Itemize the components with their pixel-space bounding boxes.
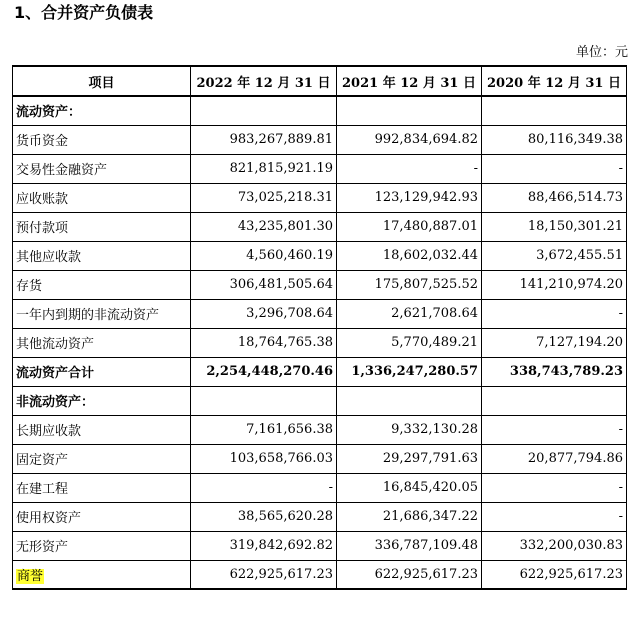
value-2021: 992,834,694.82 bbox=[337, 125, 482, 154]
value-2022: 7,161,656.38 bbox=[191, 415, 337, 444]
table-row bbox=[13, 212, 627, 241]
value-2021: - bbox=[337, 154, 482, 183]
value-2021: 622,925,617.23 bbox=[337, 560, 482, 589]
value-2020: 20,877,794.86 bbox=[482, 444, 627, 473]
value-2022: 821,815,921.19 bbox=[191, 154, 337, 183]
table-row bbox=[13, 531, 627, 560]
table-header-row bbox=[13, 66, 627, 96]
section-row-current-assets bbox=[13, 96, 627, 125]
row-label: 交易性金融资产 bbox=[13, 154, 191, 183]
row-label: 非流动资产： bbox=[13, 386, 191, 415]
highlighted-label: 商誉 bbox=[17, 568, 44, 584]
row-label: 存货 bbox=[13, 270, 191, 299]
row-label: 预付款项 bbox=[13, 212, 191, 241]
value-2022 bbox=[191, 386, 337, 415]
row-label: 无形资产 bbox=[13, 531, 191, 560]
value-2020 bbox=[482, 386, 627, 415]
row-label: 其他应收款 bbox=[13, 241, 191, 270]
table-row bbox=[13, 183, 627, 212]
value-2022: 103,658,766.03 bbox=[191, 444, 337, 473]
value-2022: 43,235,801.30 bbox=[191, 212, 337, 241]
value-2021: 16,845,420.05 bbox=[337, 473, 482, 502]
value-2021 bbox=[337, 386, 482, 415]
value-2022: 2,254,448,270.46 bbox=[191, 357, 337, 386]
value-2020: 88,466,514.73 bbox=[482, 183, 627, 212]
value-2020: 141,210,974.20 bbox=[482, 270, 627, 299]
table-row-goodwill bbox=[13, 560, 627, 589]
value-2021 bbox=[337, 96, 482, 125]
value-2020: 80,116,349.38 bbox=[482, 125, 627, 154]
value-2020: 18,150,301.21 bbox=[482, 212, 627, 241]
row-label: 长期应收款 bbox=[13, 415, 191, 444]
value-2020: - bbox=[482, 154, 627, 183]
value-2022: - bbox=[191, 473, 337, 502]
value-2020: - bbox=[482, 473, 627, 502]
value-2022: 38,565,620.28 bbox=[191, 502, 337, 531]
value-2020: - bbox=[482, 299, 627, 328]
row-label: 流动资产合计 bbox=[13, 357, 191, 386]
header-2021: 2021 年 12 月 31 日 bbox=[337, 66, 482, 96]
table-row bbox=[13, 270, 627, 299]
table-row bbox=[13, 415, 627, 444]
balance-sheet-table bbox=[12, 65, 627, 590]
value-2022: 4,560,460.19 bbox=[191, 241, 337, 270]
value-2021: 2,621,708.64 bbox=[337, 299, 482, 328]
value-2020: 332,200,030.83 bbox=[482, 531, 627, 560]
table-row bbox=[13, 299, 627, 328]
header-2020: 2020 年 12 月 31 日 bbox=[482, 66, 627, 96]
header-item: 项目 bbox=[13, 66, 191, 96]
value-2020: 622,925,617.23 bbox=[482, 560, 627, 589]
value-2022: 983,267,889.81 bbox=[191, 125, 337, 154]
value-2021: 336,787,109.48 bbox=[337, 531, 482, 560]
row-label: 应收账款 bbox=[13, 183, 191, 212]
row-label: 一年内到期的非流动资产 bbox=[13, 299, 191, 328]
value-2021: 175,807,525.52 bbox=[337, 270, 482, 299]
value-2020: - bbox=[482, 415, 627, 444]
value-2021: 9,332,130.28 bbox=[337, 415, 482, 444]
table-row bbox=[13, 125, 627, 154]
row-label: 使用权资产 bbox=[13, 502, 191, 531]
value-2020: 338,743,789.23 bbox=[482, 357, 627, 386]
value-2020: 3,672,455.51 bbox=[482, 241, 627, 270]
value-2022: 306,481,505.64 bbox=[191, 270, 337, 299]
value-2021: 21,686,347.22 bbox=[337, 502, 482, 531]
row-label: 流动资产： bbox=[13, 96, 191, 125]
table-row bbox=[13, 154, 627, 183]
value-2021: 29,297,791.63 bbox=[337, 444, 482, 473]
row-label: 货币资金 bbox=[13, 125, 191, 154]
table-row bbox=[13, 502, 627, 531]
value-2022: 319,842,692.82 bbox=[191, 531, 337, 560]
value-2020: - bbox=[482, 502, 627, 531]
row-label-cell bbox=[13, 560, 191, 589]
table-row bbox=[13, 328, 627, 357]
value-2022: 3,296,708.64 bbox=[191, 299, 337, 328]
header-2022: 2022 年 12 月 31 日 bbox=[191, 66, 337, 96]
value-2020 bbox=[482, 96, 627, 125]
table-row bbox=[13, 444, 627, 473]
value-2021: 1,336,247,280.57 bbox=[337, 357, 482, 386]
value-2022 bbox=[191, 96, 337, 125]
row-label: 其他流动资产 bbox=[13, 328, 191, 357]
value-2020: 7,127,194.20 bbox=[482, 328, 627, 357]
row-label: 在建工程 bbox=[13, 473, 191, 502]
value-2021: 17,480,887.01 bbox=[337, 212, 482, 241]
value-2022: 622,925,617.23 bbox=[191, 560, 337, 589]
value-2021: 18,602,032.44 bbox=[337, 241, 482, 270]
row-label: 固定资产 bbox=[13, 444, 191, 473]
section-row-non-current-assets bbox=[13, 386, 627, 415]
table-row bbox=[13, 241, 627, 270]
value-2022: 18,764,765.38 bbox=[191, 328, 337, 357]
total-row-current-assets bbox=[13, 357, 627, 386]
value-2022: 73,025,218.31 bbox=[191, 183, 337, 212]
document-title: 1、合并资产负债表 bbox=[14, 3, 154, 22]
value-2021: 123,129,942.93 bbox=[337, 183, 482, 212]
unit-note: 单位：元 bbox=[575, 45, 628, 60]
table-row bbox=[13, 473, 627, 502]
value-2021: 5,770,489.21 bbox=[337, 328, 482, 357]
